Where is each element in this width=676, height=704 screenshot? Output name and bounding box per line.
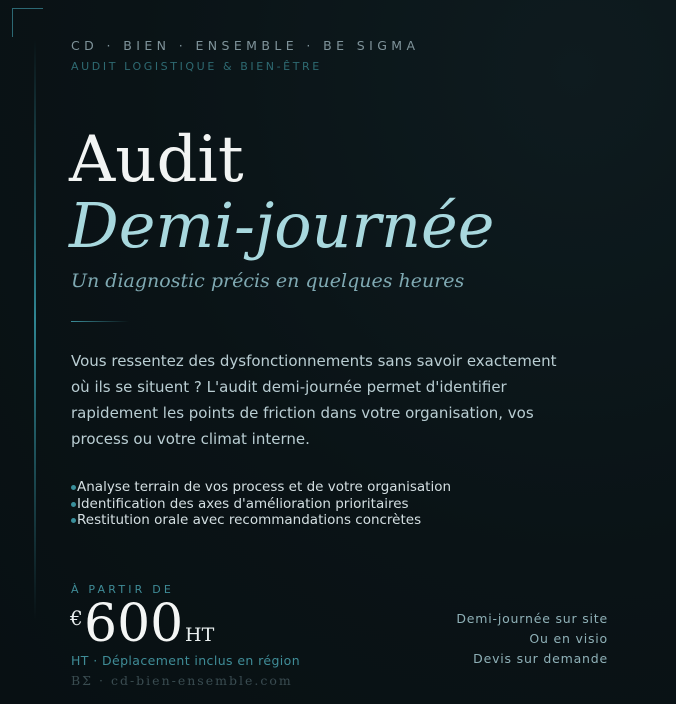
price-amount: 600	[84, 594, 184, 654]
feature-item	[71, 512, 451, 529]
price-label: À PARTIR DE	[71, 583, 175, 596]
brand-header: CD · BIEN · ENSEMBLE · BE SIGMA	[71, 38, 420, 53]
price-unit: HT	[185, 624, 215, 646]
feature-text: Analyse terrain de vos process et de votre organisation	[77, 479, 452, 495]
brand-subtitle: AUDIT LOGISTIQUE & BIEN-ÊTRE	[71, 60, 322, 73]
side-accent-line	[34, 40, 36, 620]
feature-list	[71, 479, 451, 529]
price-note: HT · Déplacement inclus en région	[71, 653, 301, 668]
price-currency: €	[70, 606, 83, 630]
detail-onsite: Demi-journée sur site	[456, 611, 608, 626]
page-title: Audit	[69, 123, 244, 197]
feature-item	[71, 496, 451, 513]
bullet-dot-icon	[71, 518, 76, 523]
corner-bracket-decoration	[12, 8, 43, 37]
page-title-italic: Demi-journée	[69, 189, 495, 262]
detail-remote: Ou en visio	[529, 631, 608, 646]
bullet-dot-icon	[71, 485, 76, 490]
feature-text: Identification des axes d'amélioration prioritaires	[77, 495, 409, 512]
tagline: Un diagnostic précis en quelques heures	[71, 270, 465, 292]
footer-website: BΣ · cd-bien-ensemble.com	[71, 673, 293, 688]
service-details	[456, 609, 608, 669]
section-divider	[71, 321, 129, 322]
detail-quote: Devis sur demande	[473, 651, 608, 666]
feature-item	[71, 479, 451, 496]
intro-paragraph: Vous ressentez des dysfonctionnements sans savoir exactement où ils se situent ? L'audit demi-journée permet d'identifier rapidement les points de friction dans votre organisation, vos process ou votre climat interne.	[71, 352, 557, 448]
feature-text: Restitution orale avec recommandations concrètes	[77, 512, 422, 528]
bullet-dot-icon	[71, 502, 76, 507]
